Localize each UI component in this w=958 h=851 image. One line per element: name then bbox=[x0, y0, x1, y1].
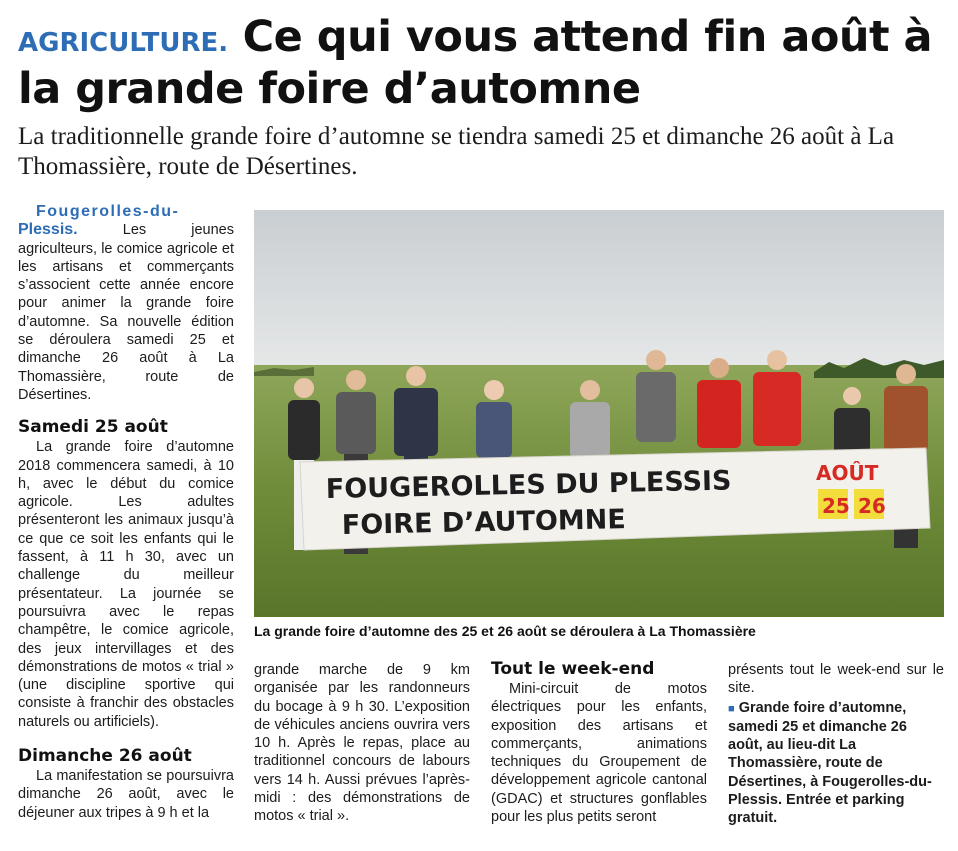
rubric-kicker: AGRICULTURE. bbox=[18, 28, 229, 58]
paragraph-col2: grande marche de 9 km organisée par les randonneurs du bocage à 9 h 30. L’exposition de véhicules anciens ouvrira vers 10 h. Après le repas, place au traditionnel concours de labours vers 14 h. Aussi prévues l’après-midi : des démonstrations de motos « trial ». bbox=[254, 662, 470, 825]
banner-aout: AOÛT bbox=[816, 461, 879, 485]
paragraph-dimanche: La manifestation se poursuivra dimanche 26 août, avec le déjeuner aux tripes à 9 h et la bbox=[18, 768, 234, 821]
event-photo bbox=[254, 210, 944, 617]
banner-date-25: 25 bbox=[822, 494, 850, 518]
practical-info bbox=[728, 699, 944, 828]
paragraph-weekend: Mini-circuit de motos électriques pour les enfants, exposition des artisans et commerçants, animations techniques du Groupement de développement agricole cantonal (GDAC) et structures gonflables pour les plus petits seront bbox=[491, 681, 707, 826]
heading-weekend: Tout le week-end bbox=[491, 659, 655, 679]
banner-line-2: FOIRE D’AUTOMNE bbox=[341, 504, 627, 541]
intro-paragraph bbox=[18, 203, 234, 404]
column-1 bbox=[18, 203, 234, 822]
intro-text: Les jeunes agriculteurs, le comice agricole et les artisans et commerçants s’associent cette année encore pour animer la grande foire d’automne. Sa nouvelle édition se déroulera samedi 25 et dimanche 26 août à La Thomassière, route de Désertines. bbox=[18, 222, 234, 403]
heading-samedi: Samedi 25 août bbox=[18, 417, 168, 438]
column-4 bbox=[728, 661, 944, 828]
heading-dimanche: Dimanche 26 août bbox=[18, 746, 192, 767]
dateline: Fougerolles-du- bbox=[36, 203, 180, 220]
dateline-end: Plessis. bbox=[18, 221, 78, 239]
column-2 bbox=[254, 661, 470, 826]
banner-line-1: FOUGEROLLES DU PLESSIS bbox=[325, 465, 732, 505]
paragraph-samedi: La grande foire d’automne 2018 commencera samedi, à 10 h, avec le début du comice agricole. Les adultes présenteront les animaux jusqu’à ce que ce soit les enfants qui le fassent, à 11 h 30, avec un challenge du meilleur présentateur. La journée se poursuivra avec le repas champêtre, le comice agricole, des jeux intervillages et des démonstrations de motos « trial » (une discipline sportive qui consiste à franchir des obstacles naturels ou artificiels). bbox=[18, 439, 234, 730]
practical-info-text: Grande foire d’automne, samedi 25 et dimanche 26 août, au lieu-dit La Thomassière, route de Désertines, à Fougerolles-du-Plessis. Entrée et parking gratuit. bbox=[728, 699, 932, 827]
lead-paragraph: La traditionnelle grande foire d’automne se tiendra samedi 25 et dimanche 26 août à La Thomassière, route de Désertines. bbox=[18, 123, 895, 180]
banner-date-26: 26 bbox=[858, 494, 886, 518]
headline bbox=[18, 14, 948, 112]
headline-text: Ce qui vous attend fin août à la grande foire d’automne bbox=[18, 12, 933, 114]
photo-caption: La grande foire d’automne des 25 et 26 août se déroulera à La Thomassière bbox=[254, 623, 756, 639]
column-3 bbox=[491, 658, 707, 826]
bullet-square-icon: ■ bbox=[728, 702, 735, 715]
photo-illustration bbox=[254, 210, 944, 617]
paragraph-col4: présents tout le week-end sur le site. bbox=[728, 662, 944, 697]
